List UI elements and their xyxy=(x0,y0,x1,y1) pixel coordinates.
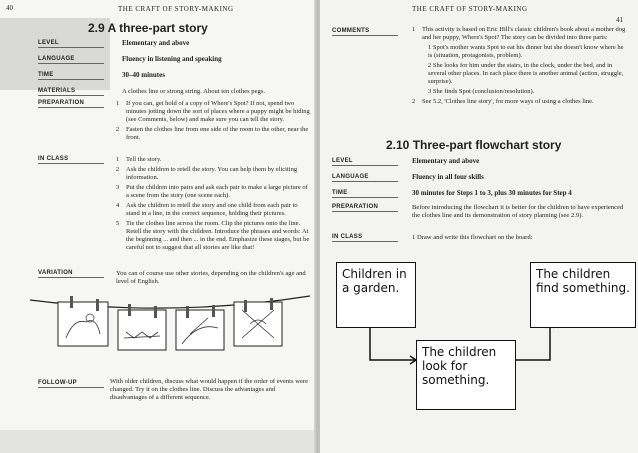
section-title-2-9: 2.9 A three-part story xyxy=(88,21,208,35)
clothes-line-illustration xyxy=(30,288,310,366)
label-time-right: TIME xyxy=(332,190,398,198)
prep-step-1: 1 If you can, get hold of a copy of Where's Spot? If not, spend two minutes jotting down the sort of places where a puppy might be hiding (see Comments, below) and make sure you can tell the story. xyxy=(116,100,310,123)
page-number-right: 41 xyxy=(616,16,623,24)
flowchart-box-3: The children look for something. xyxy=(416,340,516,410)
preparation-steps xyxy=(116,100,310,144)
language-value: Fluency in listening and speaking xyxy=(122,55,222,63)
comment-1-part-2: 2 She looks for him under the stairs, in the clock, under the bed, and in several other places. In each place there is another animal (action, struggle, surprise). xyxy=(428,62,624,85)
label-follow-up: FOLLOW-UP xyxy=(38,380,104,388)
in-class-steps xyxy=(116,156,310,254)
preparation-text-right: Before introducing the flowchart it is better for the children to have experienced the clothes line and its demonstration of story planning (see 2.9). xyxy=(412,204,624,220)
flowchart-box-1: Children in a garden. xyxy=(336,262,416,328)
class-step-3: 3 Put the children into pairs and ask each pair to make a large picture of a scene from the story (one scene each). xyxy=(116,184,308,199)
right-page xyxy=(320,0,638,453)
label-materials: MATERIALS xyxy=(38,88,104,96)
language-value-right: Fluency in all four skills xyxy=(412,173,484,181)
class-step-2: 2 Ask the children to retell the story. You can help them by eliciting information. xyxy=(116,166,298,181)
class-step-5: 5 Tie the clothes line across the room. Clip the pictures onto the line. Retell the story with the children. Introduce the phrases and words: At the beginning ... and then ... in the end. Emphasize these stages, but be careful not to suggest that all stories are like that! xyxy=(116,220,310,251)
comment-1: 1 This activity is based on Eric Hill's classic children's book about a mother dog and her puppy, Where's Spot? The story can be divided into three parts: xyxy=(412,26,626,41)
label-language-right: LANGUAGE xyxy=(332,174,398,182)
label-in-class: IN CLASS xyxy=(38,156,104,164)
level-value: Elementary and above xyxy=(122,39,190,47)
level-value-right: Elementary and above xyxy=(412,157,480,165)
left-page xyxy=(0,0,316,453)
comment-1-part-3: 3 She finds Spot (conclusion/resolution). xyxy=(428,88,535,95)
label-preparation: PREPARATION xyxy=(38,100,104,108)
label-language: LANGUAGE xyxy=(38,56,104,64)
label-in-class-right: IN CLASS xyxy=(332,234,398,242)
variation-text: You can of course use other stories, depending on the children's age and level of English. xyxy=(116,270,306,286)
label-time: TIME xyxy=(38,72,104,80)
prep-step-2: 2 Fasten the clothes line from one side of the room to the other, near the front. xyxy=(116,126,309,141)
comment-2: 2 See 5.2, 'Clothes line story', for more ways of using a clothes line. xyxy=(412,98,594,105)
label-level: LEVEL xyxy=(38,40,104,48)
time-value-right: 30 minutes for Steps 1 to 3, plus 30 minutes for Step 4 xyxy=(412,189,572,197)
class-step-4: 4 Ask the children to retell the story and one child from each pair to stand in a line, in the correct sequence, holding their pictures. xyxy=(116,202,298,217)
in-class-step-right: 1 Draw and write this flowchart on the board: xyxy=(412,234,533,241)
class-step-1: 1 Tell the story. xyxy=(116,156,162,163)
label-variation: VARIATION xyxy=(38,270,104,278)
comments-list xyxy=(412,26,626,108)
bottom-shadow xyxy=(0,430,316,453)
running-head-right: THE CRAFT OF STORY-MAKING xyxy=(412,5,528,13)
comment-1-part-1: 1 Spot's mother wants Spot to eat his dinner but she doesn't know where he is (situation, protagonists, problem). xyxy=(428,44,624,59)
page-number-left: 40 xyxy=(6,4,13,12)
label-comments: COMMENTS xyxy=(332,28,398,36)
follow-up-text: With older children, discuss what would happen if the order of events were changed. Try it on the clothes line. Discuss the advantages and disadvantages of a different sequence. xyxy=(110,378,309,402)
flowchart-box-2: The children find something. xyxy=(530,262,636,328)
materials-value: A clothes line or strong string. About ten clothes pegs. xyxy=(122,88,266,95)
section-title-2-10: 2.10 Three-part flowchart story xyxy=(386,138,562,152)
time-value: 30–40 minutes xyxy=(122,71,165,79)
label-preparation-right: PREPARATION xyxy=(332,204,398,212)
label-level-right: LEVEL xyxy=(332,158,398,166)
running-head-left: THE CRAFT OF STORY-MAKING xyxy=(118,5,234,13)
